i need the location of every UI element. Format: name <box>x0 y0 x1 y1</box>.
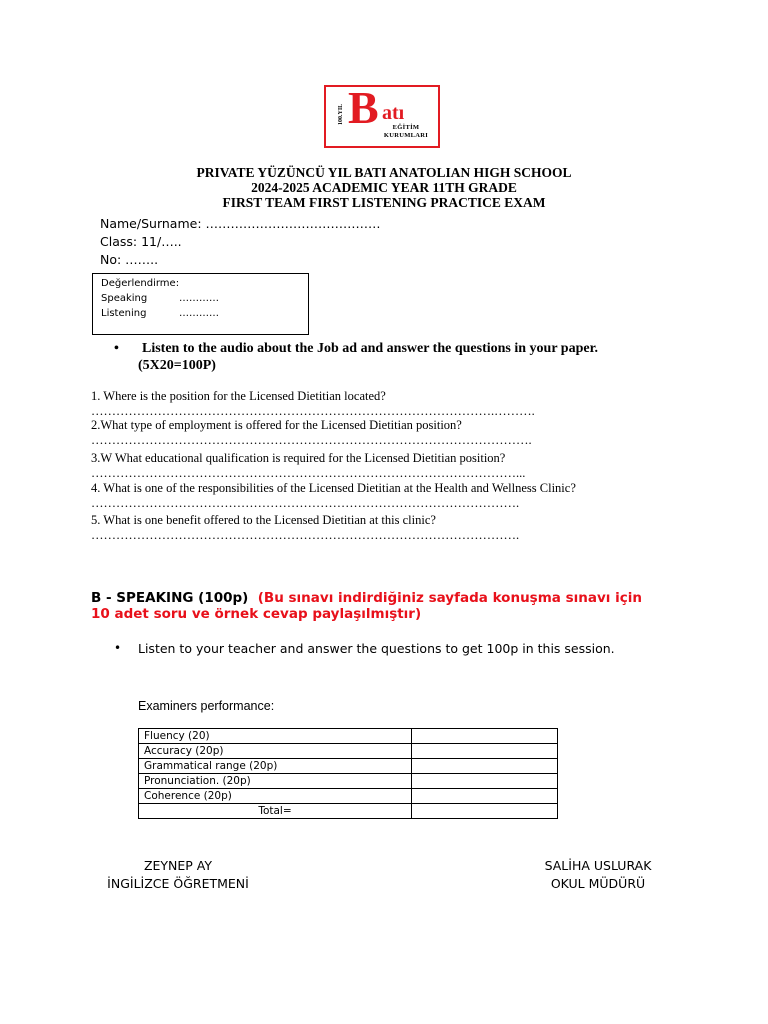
evaluation-box <box>92 273 309 335</box>
question-5: 5. What is one benefit offered to the Licensed Dietitian at this clinic? <box>91 513 436 527</box>
performance-table <box>138 728 558 819</box>
teacher-title: İNGİLİZCE ÖĞRETMENİ <box>107 876 249 891</box>
instruction-points: (5X20=100P) <box>138 358 216 373</box>
logo-side-text: 100.YIL <box>338 103 344 125</box>
name-field: Name/Surname: …………………………………… <box>100 216 381 231</box>
logo-sub-line1: EĞİTİM <box>392 124 420 131</box>
total-score-cell[interactable] <box>412 804 558 819</box>
logo-subtitle <box>378 124 434 140</box>
criterion-label: Pronunciation. (20p) <box>139 774 412 789</box>
evaluation-title: Değerlendirme: <box>101 278 180 289</box>
number-field: No: …….. <box>100 252 159 267</box>
answer-line-2: ……………………………………………………………………………………………. <box>91 433 532 447</box>
logo-big-letter: B <box>348 82 379 133</box>
logo-small-text: atı <box>382 102 405 124</box>
section-b-note-line2: 10 adet soru ve örnek cevap paylaşılmıştır) <box>91 606 422 622</box>
speaking-instruction-text: Listen to your teacher and answer the questions to get 100p in this session. <box>138 641 615 656</box>
question-1: 1. Where is the position for the Licensed Dietitian located? <box>91 389 386 403</box>
answer-line-1: …………………………………………………………………………………….………. <box>91 404 535 418</box>
answer-line-5: …………………………………………………………………………………………. <box>91 528 520 542</box>
logo-sub-line2: KURUMLARI <box>383 132 429 139</box>
criterion-score-cell[interactable] <box>412 729 558 744</box>
exam-title: FIRST TEAM FIRST LISTENING PRACTICE EXAM <box>222 195 546 210</box>
total-label: Total= <box>139 804 412 819</box>
listening-score: ………… <box>179 308 219 319</box>
listening-label: Listening <box>101 308 147 319</box>
criterion-score-cell[interactable] <box>412 789 558 804</box>
criterion-label: Coherence (20p) <box>139 789 412 804</box>
criterion-label: Grammatical range (20p) <box>139 759 412 774</box>
criterion-score-cell[interactable] <box>412 744 558 759</box>
question-2: 2.What type of employment is offered for the Licensed Dietitian position? <box>91 418 462 432</box>
table-row <box>139 804 558 819</box>
table-row <box>139 774 558 789</box>
class-field: Class: 11/….. <box>100 234 182 249</box>
table-row <box>139 789 558 804</box>
principal-name: SALİHA USLURAK <box>544 858 652 873</box>
teacher-signature <box>88 857 268 893</box>
table-row <box>139 744 558 759</box>
speaking-score: ………… <box>179 293 219 304</box>
criterion-score-cell[interactable] <box>412 774 558 789</box>
academic-year: 2024-2025 ACADEMIC YEAR 11TH GRADE <box>251 180 517 195</box>
question-4: 4. What is one of the responsibilities of the Licensed Dietitian at the Health and Wellness Clinic? <box>91 481 576 495</box>
instruction-line1: Listen to the audio about the Job ad and answer the questions in your paper. <box>142 341 599 356</box>
section-a-instruction <box>114 340 674 374</box>
school-logo <box>324 82 440 148</box>
school-name: PRIVATE YÜZÜNCÜ YIL BATI ANATOLIAN HIGH SCHOOL <box>196 165 572 180</box>
criterion-label: Accuracy (20p) <box>139 744 412 759</box>
answer-line-4: …………………………………………………………………………………………. <box>91 496 520 510</box>
bullet-icon: • <box>114 641 122 655</box>
principal-signature <box>508 857 688 893</box>
examiners-performance-label: Examiners performance: <box>138 699 275 713</box>
answer-line-3: …………………………………………………………………………………………... <box>91 466 526 480</box>
exam-header <box>0 165 768 210</box>
teacher-name: ZEYNEP AY <box>143 858 213 873</box>
criterion-score-cell[interactable] <box>412 759 558 774</box>
section-b-heading <box>91 590 691 622</box>
table-row <box>139 729 558 744</box>
principal-title: OKUL MÜDÜRÜ <box>550 876 646 891</box>
criterion-label: Fluency (20) <box>139 729 412 744</box>
question-3: 3.W What educational qualification is required for the Licensed Dietitian position? <box>91 451 506 465</box>
speaking-label: Speaking <box>101 293 148 304</box>
table-row <box>139 759 558 774</box>
section-b-title: B - SPEAKING (100p) <box>91 590 249 606</box>
bullet-icon: • <box>114 341 119 356</box>
section-b-note-line1: (Bu sınavı indirdiğiniz sayfada konuşma sınavı için <box>257 590 642 606</box>
